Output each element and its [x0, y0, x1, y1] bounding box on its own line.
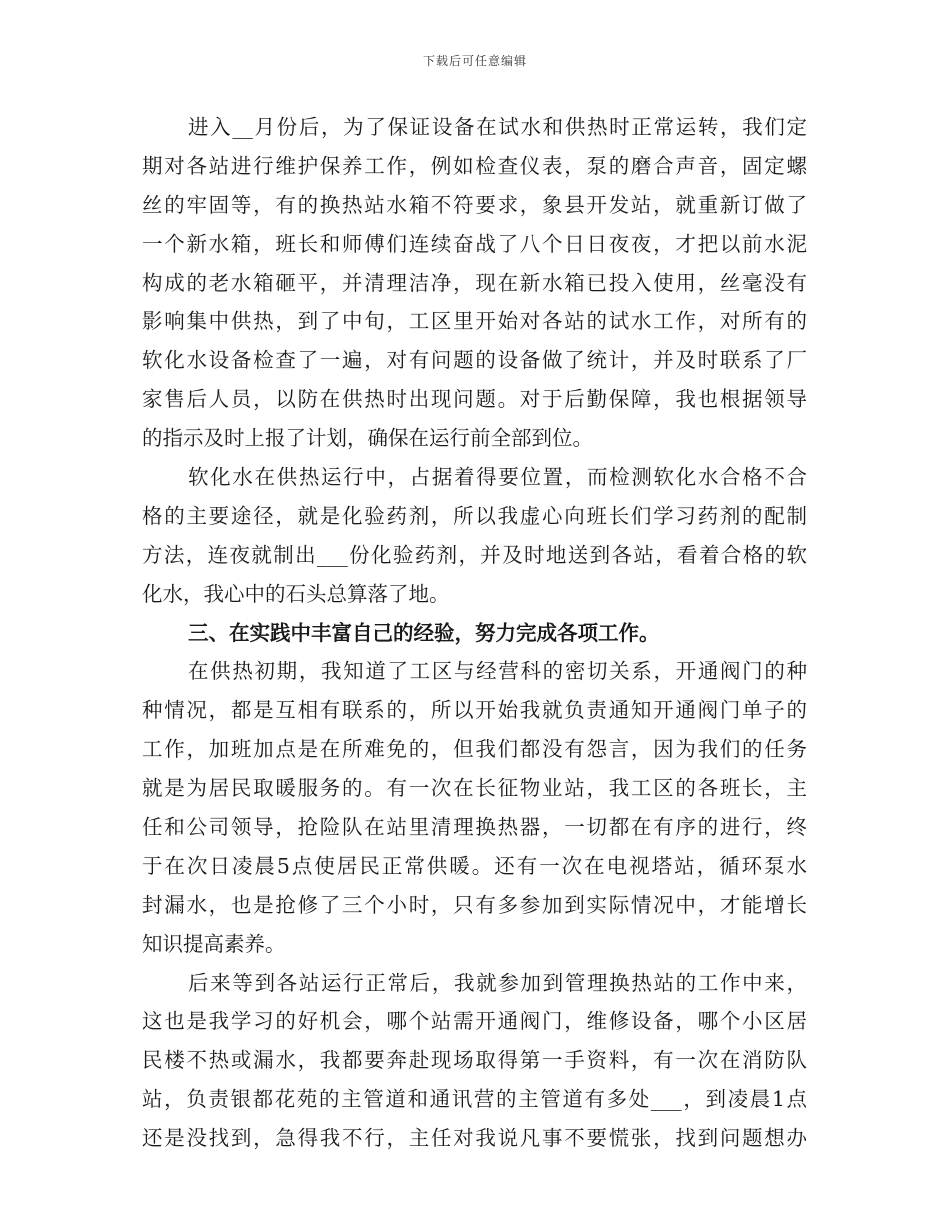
text-line-23: 后来等到各站运行正常后，我就参加到管理换热站的工作中来， [188, 970, 807, 995]
text-line-25: 民楼不热或漏水，我都要奔赴现场取得第一手资料，有一次在消防队 [142, 1048, 807, 1073]
text-line-27: 还是没找到，急得我不行，主任对我说凡事不要慌张，找到问题想办 [142, 1126, 807, 1151]
text-line-2: 期对各站进行维护保养工作，例如检查仪表，泵的磨合声音，固定螺 [142, 153, 807, 178]
text-line-20: 于在次日凌晨5点使居民正常供暖。还有一次在电视塔站，循环泵水 [142, 853, 807, 878]
text-line-6: 影响集中供热，到了中旬，工区里开始对各站的试水工作，对所有的 [142, 309, 807, 334]
text-line-15: 在供热初期，我知道了工区与经营科的密切关系，开通阀门的种 [188, 659, 807, 684]
text-line-7: 软化水设备检查了一遍，对有问题的设备做了统计，并及时联系了厂 [142, 348, 807, 373]
text-line-12: 方法，连夜就制出___份化验药剂，并及时地送到各站，看着合格的软 [142, 542, 807, 567]
text-line-19: 任和公司领导，抢险队在站里清理换热器，一切都在有序的进行，终 [142, 815, 807, 840]
text-line-9: 的指示及时上报了计划，确保在运行前全部到位。 [142, 426, 593, 451]
text-line-18: 就是为居民取暖服务的。有一次在长征物业站，我工区的各班长，主 [142, 776, 807, 801]
text-line-5: 构成的老水箱砸平，并清理洁净，现在新水箱已投入使用，丝毫没有 [142, 270, 807, 295]
text-line-13: 化水，我心中的石头总算落了地。 [142, 581, 450, 606]
text-line-10: 软化水在供热运行中，占据着得要位置，而检测软化水合格不合 [188, 465, 807, 490]
section-heading: 三、在实践中丰富自己的经验，努力完成各项工作。 [188, 620, 660, 645]
text-line-26: 站，负责银都花苑的主管道和通讯营的主管道有多处___，到凌晨1点 [142, 1087, 807, 1112]
text-line-17: 工作，加班加点是在所难免的，但我们都没有怨言，因为我们的任务 [142, 737, 807, 762]
text-line-22: 知识提高素养。 [142, 931, 286, 956]
text-line-3: 丝的牢固等，有的换热站水箱不符要求，象县开发站，就重新订做了 [142, 192, 807, 217]
page-header: 下载后可任意编辑 [422, 54, 527, 68]
text-line-24: 这也是我学习的好机会，哪个站需开通阀门，维修设备，哪个小区居 [142, 1009, 807, 1034]
text-line-21: 封漏水，也是抢修了三个小时，只有多参加到实际情况中，才能增长 [142, 892, 807, 917]
document-body [142, 108, 807, 1158]
text-line-8: 家售后人员，以防在供热时出现问题。对于后勤保障，我也根据领导 [142, 387, 807, 412]
text-line-16: 种情况，都是互相有联系的，所以开始我就负责通知开通阀门单子的 [142, 698, 807, 723]
text-line-4: 一个新水箱，班长和师傅们连续奋战了八个日日夜夜，才把以前水泥 [142, 231, 807, 256]
text-line-11: 格的主要途径，就是化验药剂，所以我虚心向班长们学习药剂的配制 [142, 503, 807, 528]
text-line-1: 进入__月份后，为了保证设备在试水和供热时正常运转，我们定 [188, 115, 807, 139]
